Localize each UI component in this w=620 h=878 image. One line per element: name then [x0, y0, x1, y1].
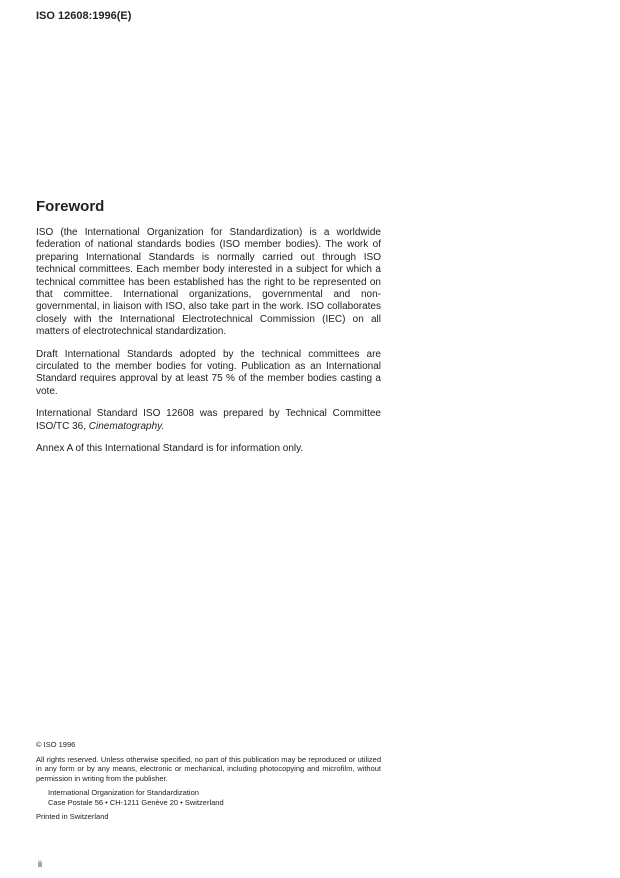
rights-notice: All rights reserved. Unless otherwise specified, no part of this publication may be reproduced or utilized in any form or by any means, electronic or mechanical, including photocopying and microfilm, without permission in writing from the publisher. [36, 754, 381, 783]
copyright-block [36, 740, 381, 822]
paragraph [36, 408, 381, 433]
publisher-postal: Case Postale 56 • CH-1211 Genève 20 • Switzerland [48, 797, 224, 807]
document-header: ISO 12608:1996(E) [36, 10, 132, 22]
section-title: Foreword [36, 198, 105, 215]
committee-name: Cinematography. [88, 420, 165, 432]
paragraph: Draft International Standards adopted by the technical committees are circulated to the member bodies for voting. Publication as an International Standard requires approval by at least 75 % of the member bodies casting a vote. [36, 348, 381, 397]
paragraph: ISO (the International Organization for Standardization) is a worldwide federation of national standards bodies (ISO member bodies). The work of preparing International Standards is normally carried out through ISO technical committees. Each member body interested in a subject for which a technical committee has been established has the right to be represented on that committee. International organizations, governmental and non-governmental, in liaison with ISO, also take part in the work. ISO collaborates closely with the International Electrotechnical Commission (IEC) on all matters of electrotechnical standardization. [36, 227, 381, 338]
publisher-name: International Organization for Standardization [48, 788, 199, 797]
paragraph: Annex A of this International Standard is for information only. [36, 443, 304, 455]
copyright-line: © ISO 1996 [36, 740, 76, 749]
printed-notice: Printed in Switzerland [36, 812, 109, 821]
publisher-address [36, 788, 381, 807]
page-number: ii [38, 859, 42, 869]
foreword-body [36, 227, 381, 466]
paragraph-text: International Standard ISO 12608 was prepared by Technical Committee ISO/TC 36, [36, 408, 381, 432]
